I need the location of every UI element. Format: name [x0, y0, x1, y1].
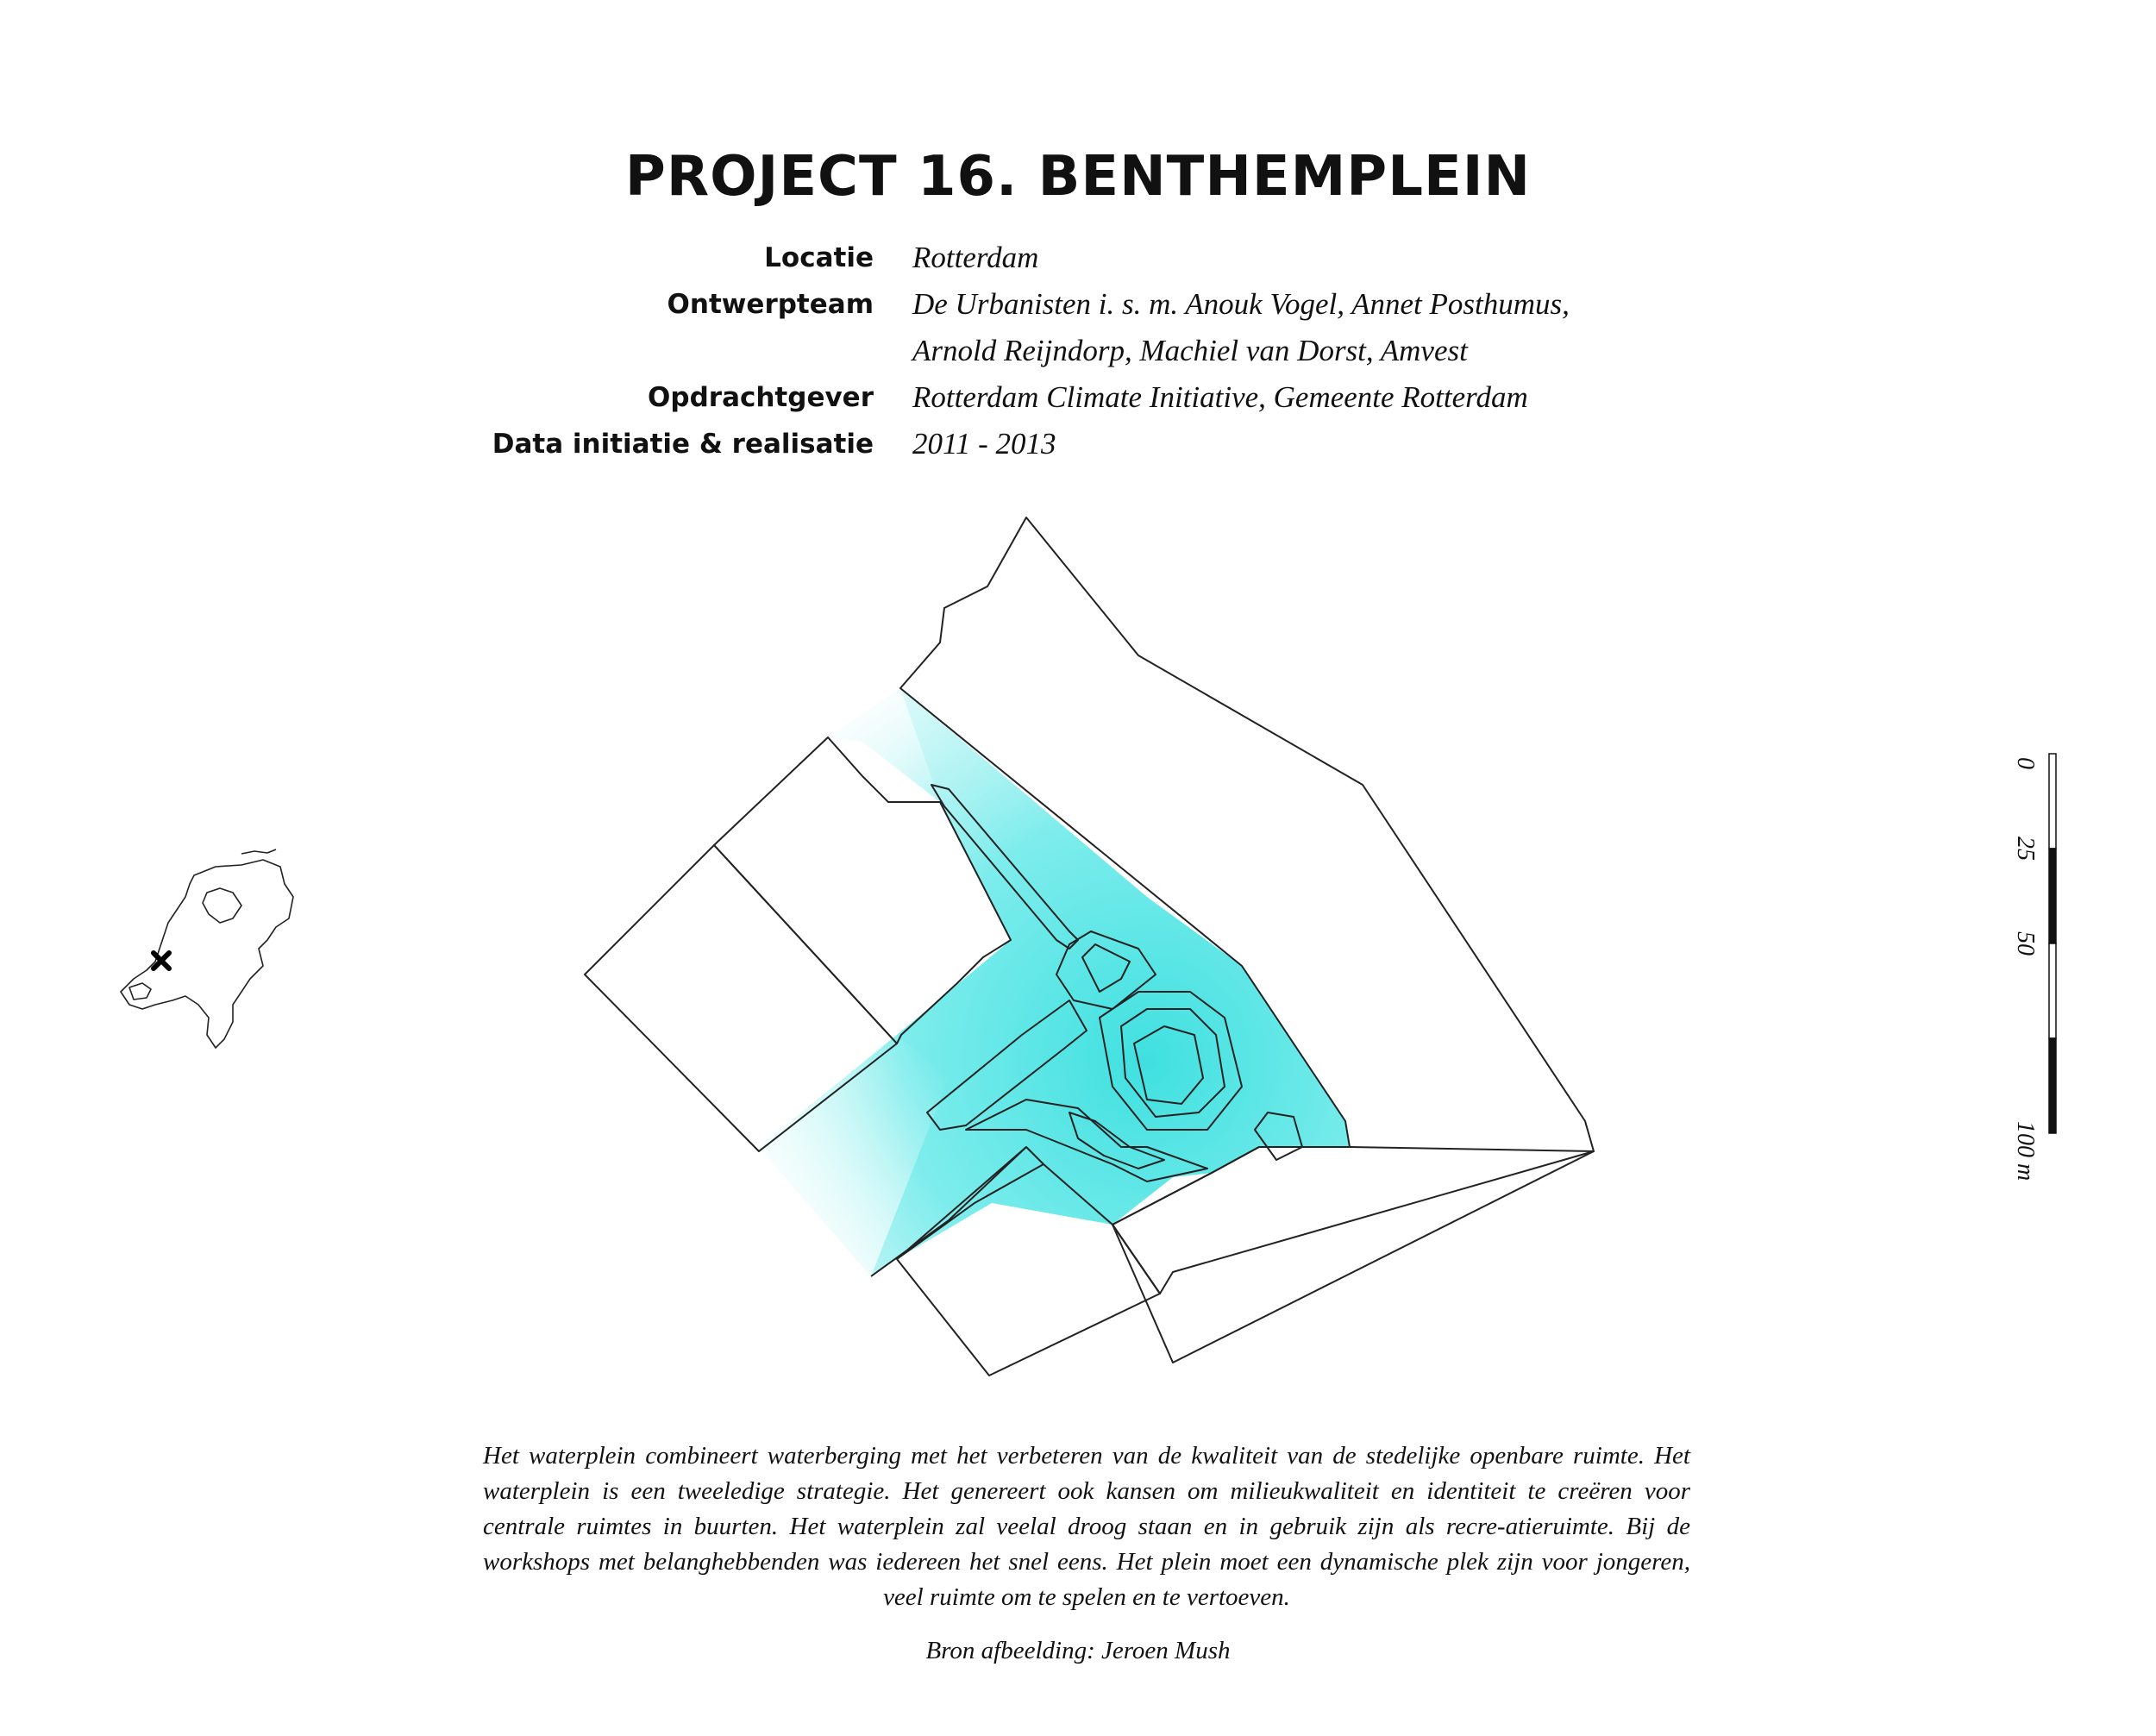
scale-bar — [1984, 742, 2087, 1190]
data-label: Data initiatie & realisatie — [492, 429, 874, 460]
project-description: Het waterplein combineert waterberging met het verbeteren van de kwaliteit van de stedelijke openbare ruimte. Het waterplein is een tweeledige strategie. Het genereert ook kansen om milieukwaliteit en identiteit te creëren voor centrale ruimtes in buurten. Het waterplein zal veelal droog staan en in gebruik zijn als recre-atieruimte. Bij de workshops met belanghebbenden was iedereen het snel eens. Het plein moet een dynamische plek zijn voor jongeren, veel ruimte om te spelen en te vertoeven. — [483, 1442, 1690, 1611]
page-title: PROJECT 16. BENTHEMPLEIN — [624, 145, 1532, 209]
ontwerpteam-value-line1: De Urbanisten i. s. m. Anouk Vogel, Annet Posthumus, — [912, 287, 1570, 321]
image-credit: Bron afbeelding: Jeroen Mush — [925, 1637, 1231, 1664]
water-square-area — [759, 688, 1350, 1276]
locatie-label: Locatie — [764, 242, 874, 273]
ontwerpteam-value-line2: Arnold Reijndorp, Machiel van Dorst, Amvest — [912, 334, 1468, 367]
netherlands-outline-icon — [112, 841, 302, 1052]
block-south-east — [1112, 1147, 1594, 1363]
opdrachtgever-label: Opdrachtgever — [648, 382, 874, 413]
locatie-value: Rotterdam — [912, 241, 1039, 274]
scale-bar-segments — [2049, 754, 2056, 1133]
scale-tick-25: 25 — [2012, 837, 2039, 861]
scale-tick-0: 0 — [2012, 757, 2039, 769]
opdrachtgever-value: Rotterdam Climate Initiative, Gemeente Rotterdam — [912, 380, 1528, 414]
ontwerpteam-label: Ontwerpteam — [667, 289, 874, 320]
data-value: 2011 - 2013 — [912, 427, 1056, 461]
scale-tick-50: 50 — [2012, 931, 2039, 956]
scale-tick-100: 100 m — [2012, 1121, 2039, 1181]
